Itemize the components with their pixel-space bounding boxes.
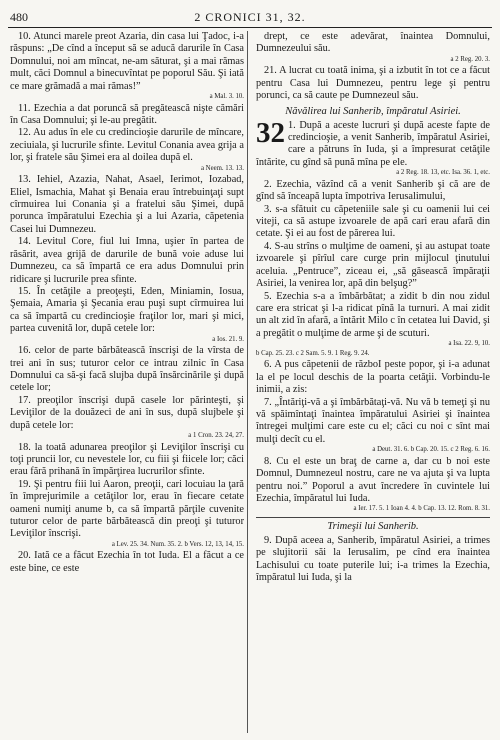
verse: 13. Iehiel, Azazia, Nahat, Asael, Ierimot, Iozabad, Eliel, Ismachia, Mahat şi Benaia erau întrebuinţaţi supt cîrmuirea lui Conania şi a fratelui său Şimei, după porunca împăratului Ezechia şi a lui Azaria, căpetenia Casei lui Dumnezeu. — [10, 174, 244, 235]
verse: 19. Şi pentru fiii lui Aaron, preoţii, cari locuiau la ţară în împrejurimile a cetăţilor lor, erau în fiecare cetate oameni numiţi anume b, ca să împartă părţile cuvenite tuturor celor de parte bărbătească din preoţi şi tuturor Leviţilor înscrişi. — [10, 478, 244, 540]
verse: 6. A pus căpetenii de războI peste popor, şi i-a adunat la el pe locul deschis de la poarta cetăţii. Vorbindu-le inimii, a zis: — [256, 359, 490, 396]
verse: 20. Iată ce a făcut Ezechia în tot Iuda. El a făcut a ce este bine, ce este — [10, 550, 244, 574]
left-column — [10, 31, 244, 575]
verse: drept, ce este adevărat, înaintea Domnului, Dumnezeului său. — [256, 31, 490, 55]
footnote-reference: a Neem. 13. 13. — [200, 164, 244, 172]
verse: 21. A lucrat cu toată inima, şi a izbutit în tot ce a făcut pentru Casa lui Dumnezeu, pentru lege şi pentru porunci, ca să caute pe Dumnezeul său. — [256, 65, 490, 102]
right-column — [256, 31, 490, 585]
verse: 4. S-au strîns o mulţime de oameni, şi au astupat toate izvoarele şi pîrîul care curge prin mijlocul ţinutului aceluia. „Pentruce”, ziceau ei, „să găsească împăraţii Asiriei, la venirea lor, apă din belşug?” — [256, 240, 490, 290]
header-rule — [8, 27, 492, 28]
verse: 17. preoţilor înscrişi după casele lor părinteşti, şi Leviţilor de la douăzeci de ani în sus, după slujbele şi după cetele lor: — [10, 394, 244, 431]
footnote-reference: a 1 Cron. 23. 24, 27. — [188, 431, 244, 439]
column-divider — [247, 31, 248, 733]
footnote-reference: a Mal. 3. 10. — [209, 93, 244, 101]
verse: 9. După aceea a, Sanherib, împăratul Asiriei, a trimes pe slujitorii săi la Ierusalim, pe cînd era înaintea Lachisului cu toate puterile lui; i-a trimes la Ezechia, împăratul lui Iuda, şi la — [256, 534, 490, 584]
footnote-reference: a Lev. 25. 34. Num. 35. 2. b Vers. 12, 13, 14, 15. — [111, 540, 244, 548]
footnote-reference: a Isa. 22. 9, 10. — [448, 340, 490, 348]
footnote-reference: a Deut. 31. 6. b Cap. 20. 15. c 2 Reg. 6. 16. — [372, 446, 490, 454]
footnote-reference: a Ier. 17. 5. 1 Ioan 4. 4. b Cap. 13. 12. Rom. 8. 31. — [353, 505, 490, 513]
page-header — [8, 8, 492, 28]
verse: 14. Levitul Core, fiul lui Imna, uşier în partea de răsărit, avea grijă de darurile de bună voie aduse lui Dumnezeu, ca să împartă ce era adus Domnului prin ridicare şi lucrurile prea sfinte. — [10, 236, 244, 285]
verse-text: 1. După a aceste lucruri şi după aceste fapte de credincioşie, a venit Sanherib, împăratul Asiriei, care a pătruns în Iuda, şi a împresurat cetăţile întărite, cu gînd să pună mîna pe ele. — [256, 119, 490, 168]
chapter-number: 32 — [256, 116, 285, 149]
footnote-reference: b Cap. 25. 23. c 2 Sam. 5. 9. 1 Reg. 9. 24. — [256, 349, 370, 357]
verse: 12. Au adus în ele cu credincioşie darurile de mîncare, zeciuiala, şi lucrurile sfinte. Levitul Conania avea grija a lor, şi fratele său Şimei era al doilea după el. — [10, 127, 244, 164]
chapter-opening — [256, 116, 490, 170]
page-number: 480 — [10, 10, 28, 24]
verse: 16. celor de parte bărbătească înscrişi de la vîrsta de trei ani în sus; tuturor celor ce intrau zilnic în Casa Domnului ca să-şi facă slujba după însărcinările şi după cetele lor; — [10, 345, 244, 394]
verse: 5. Ezechia s-a a îmbărbătat; a zidit b din nou zidul care era stricat şi l-a ridicat pînă la turnuri. A mai zidit un alt zid în afară, a întărit Milo c în cetatea lui David, şi a pregătit o mulţime de arme şi de scuturi. — [256, 290, 490, 339]
section-heading: Trimeşii lui Sanherib. — [256, 517, 490, 533]
section-heading: Năvălirea lui Sanherib, împăratul Asiriei. — [285, 105, 461, 117]
verse: 7. „Întăriţi-vă a şi îmbărbătaţi-vă. Nu vă b temeţi şi nu vă spăimîntaţi înaintea împăratului Asiriei şi înaintea întregei mulţimi care este cu el; căci cu noi c sînt mai mulţi decît cu el. — [256, 396, 490, 445]
footnote-reference: a Ios. 21. 9. — [212, 335, 244, 343]
verse: 18. la toată adunarea preoţilor şi Leviţilor înscrişi cu toţi pruncii lor, cu nevestele lor, cu fiii şi fiicele lor; căci erau fără prihană în împărţirea lucrurilor sfinte. — [10, 441, 244, 478]
footnote-reference: a 2 Reg. 18. 13, etc. Isa. 36. 1, etc. — [396, 169, 490, 177]
verse: 15. În cetăţile a preoţeşti, Eden, Miniamin, Iosua, Şemaia, Amaria şi Şecania erau puşi supt cîrmuirea lui ca să împartă cu credincioşie fraţilor lor, mari şi mici, partea cuvenită lor, după cetele lor: — [10, 285, 244, 335]
verse: 2. Ezechia, văzînd că a venit Sanherib şi că are de gînd să înceapă lupta împotriva Ierusalimului, — [256, 178, 490, 203]
verse: 8. Cu el este un braţ de carne a, dar cu b noi este Domnul, Dumnezeul nostru, care ne va ajuta şi va lupta pentru noi.” Poporul a avut încredere în cuvintele lui Ezechia, împăratul lui Iuda. — [256, 455, 490, 504]
footnote-reference: a 2 Reg. 20. 3. — [450, 55, 490, 63]
verse: 10. Atunci marele preot Azaria, din casa lui Ţadoc, i-a răspuns: „De cînd a început să se aducă darurile în Casa Domnului, noi am mîncat, ne-am săturat, şi a mai rămas mult, căci Domnul a binecuvîntat pe poporul Său. Şi iată ce mare grămadă a mai rămas!” — [10, 31, 244, 92]
verse: 11. Ezechia a dat poruncă să pregătească nişte cămări în Casa Domnului; şi le-au pregătit. — [10, 102, 244, 127]
running-title: 2 CRONICI 31, 32. — [194, 10, 306, 24]
verse: 3. s-a sfătuit cu căpeteniile sale şi cu oamenii lui cei viteji, ca să astupe izvoarele de apă cari erau afară din cetate. Şi ei au fost de părerea lui. — [256, 203, 490, 240]
